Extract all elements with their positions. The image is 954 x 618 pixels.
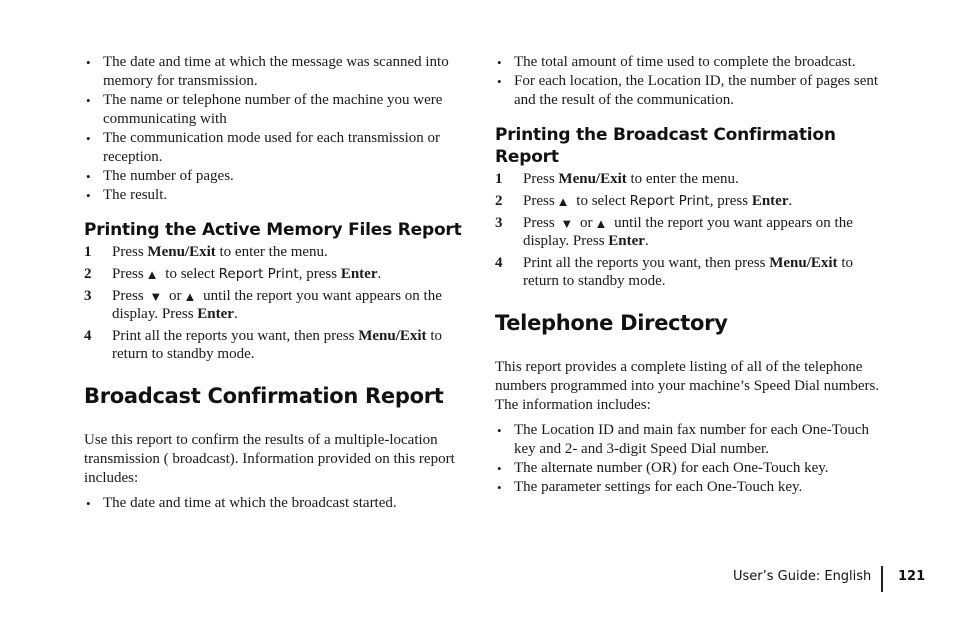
key-label: Enter (197, 306, 234, 322)
right-column (495, 53, 890, 497)
list-item: • The date and time at which the message was scanned into memory for transmission. (84, 53, 476, 91)
step-item: 3 Press ▼ or ▲ until the report you want appears on the display. Press Enter. (84, 288, 442, 322)
step-number: 1 (84, 244, 92, 260)
step-number: 2 (84, 266, 92, 282)
menu-item-label: Report Print (629, 193, 710, 209)
telephone-bullet-list (495, 421, 890, 497)
telephone-heading: Telephone Directory (495, 311, 728, 335)
step-item: 4 Print all the reports you want, then press Menu/Exit to return to standby mode. (495, 255, 853, 289)
footer-guide-label: User’s Guide: English (733, 569, 872, 584)
active-memory-heading: Printing the Active Memory Files Report (84, 220, 462, 240)
intro-bullet-list (84, 53, 476, 205)
step-item: 1 Press Menu/Exit to enter the menu. (495, 171, 739, 187)
up-arrow-icon: ▲ (556, 194, 570, 209)
list-item: • The date and time at which the broadcast started. (84, 494, 476, 513)
step-number: 3 (84, 288, 92, 304)
page-number: 121 (898, 569, 926, 584)
active-memory-steps (84, 243, 476, 363)
up-arrow-icon: ▲ (145, 267, 159, 282)
key-label: Menu/Exit (358, 328, 427, 344)
down-arrow-icon: ▼ (560, 216, 574, 231)
key-label: Menu/Exit (558, 171, 627, 187)
list-item: • The communication mode used for each transmission or reception. (84, 129, 476, 167)
list-item: • For each location, the Location ID, the number of pages sent and the result of the communication. (495, 72, 890, 110)
broadcast-print-heading: Printing the Broadcast Confirmation Report (495, 125, 836, 167)
up-arrow-icon: ▲ (594, 216, 608, 231)
broadcast-detail-bullets (495, 53, 890, 110)
step-item: 4 Print all the reports you want, then press Menu/Exit to return to standby mode. (84, 328, 442, 362)
list-item: • The parameter settings for each One-Touch key. (495, 478, 890, 497)
list-item: • The result. (84, 186, 476, 205)
step-item: 2 Press ▲ to select Report Print, press Enter. (495, 193, 793, 209)
step-number: 4 (84, 328, 92, 344)
step-item: 2 Press ▲ to select Report Print, press Enter. (84, 266, 382, 282)
down-arrow-icon: ▼ (149, 289, 163, 304)
key-label: Menu/Exit (147, 244, 216, 260)
left-column (84, 53, 476, 513)
list-item: • The alternate number (OR) for each One-Touch key. (495, 459, 890, 478)
menu-item-label: Report Print (218, 266, 299, 282)
step-number: 2 (495, 193, 503, 209)
up-arrow-icon: ▲ (183, 289, 197, 304)
step-number: 4 (495, 255, 503, 271)
list-item: • The total amount of time used to complete the broadcast. (495, 53, 890, 72)
list-item: • The number of pages. (84, 167, 476, 186)
key-label: Enter (608, 233, 645, 249)
broadcast-print-steps (495, 170, 890, 290)
list-item: • The name or telephone number of the machine you were communicating with (84, 91, 476, 129)
telephone-paragraph: This report provides a complete listing of all of the telephone numbers programmed into your machine’s Speed Dial numbers. The information includes: (495, 359, 880, 413)
key-label: Enter (340, 266, 378, 282)
broadcast-paragraph: Use this report to confirm the results of a multiple-location transmission ( broadcast). Information provided on this report includes: (84, 432, 455, 486)
list-item: • The Location ID and main fax number for each One-Touch key and 2- and 3-digit Speed Dial number. (495, 421, 890, 459)
step-number: 1 (495, 171, 503, 187)
step-item: 1 Press Menu/Exit to enter the menu. (84, 244, 328, 260)
broadcast-bullet-list (84, 494, 476, 513)
page-footer (733, 566, 926, 592)
broadcast-heading: Broadcast Confirmation Report (84, 384, 444, 408)
step-number: 3 (495, 215, 503, 231)
step-item: 3 Press ▼ or ▲ until the report you want appears on the display. Press Enter. (495, 215, 853, 249)
footer-divider (881, 566, 883, 592)
key-label: Menu/Exit (769, 255, 838, 271)
key-label: Enter (751, 193, 789, 209)
